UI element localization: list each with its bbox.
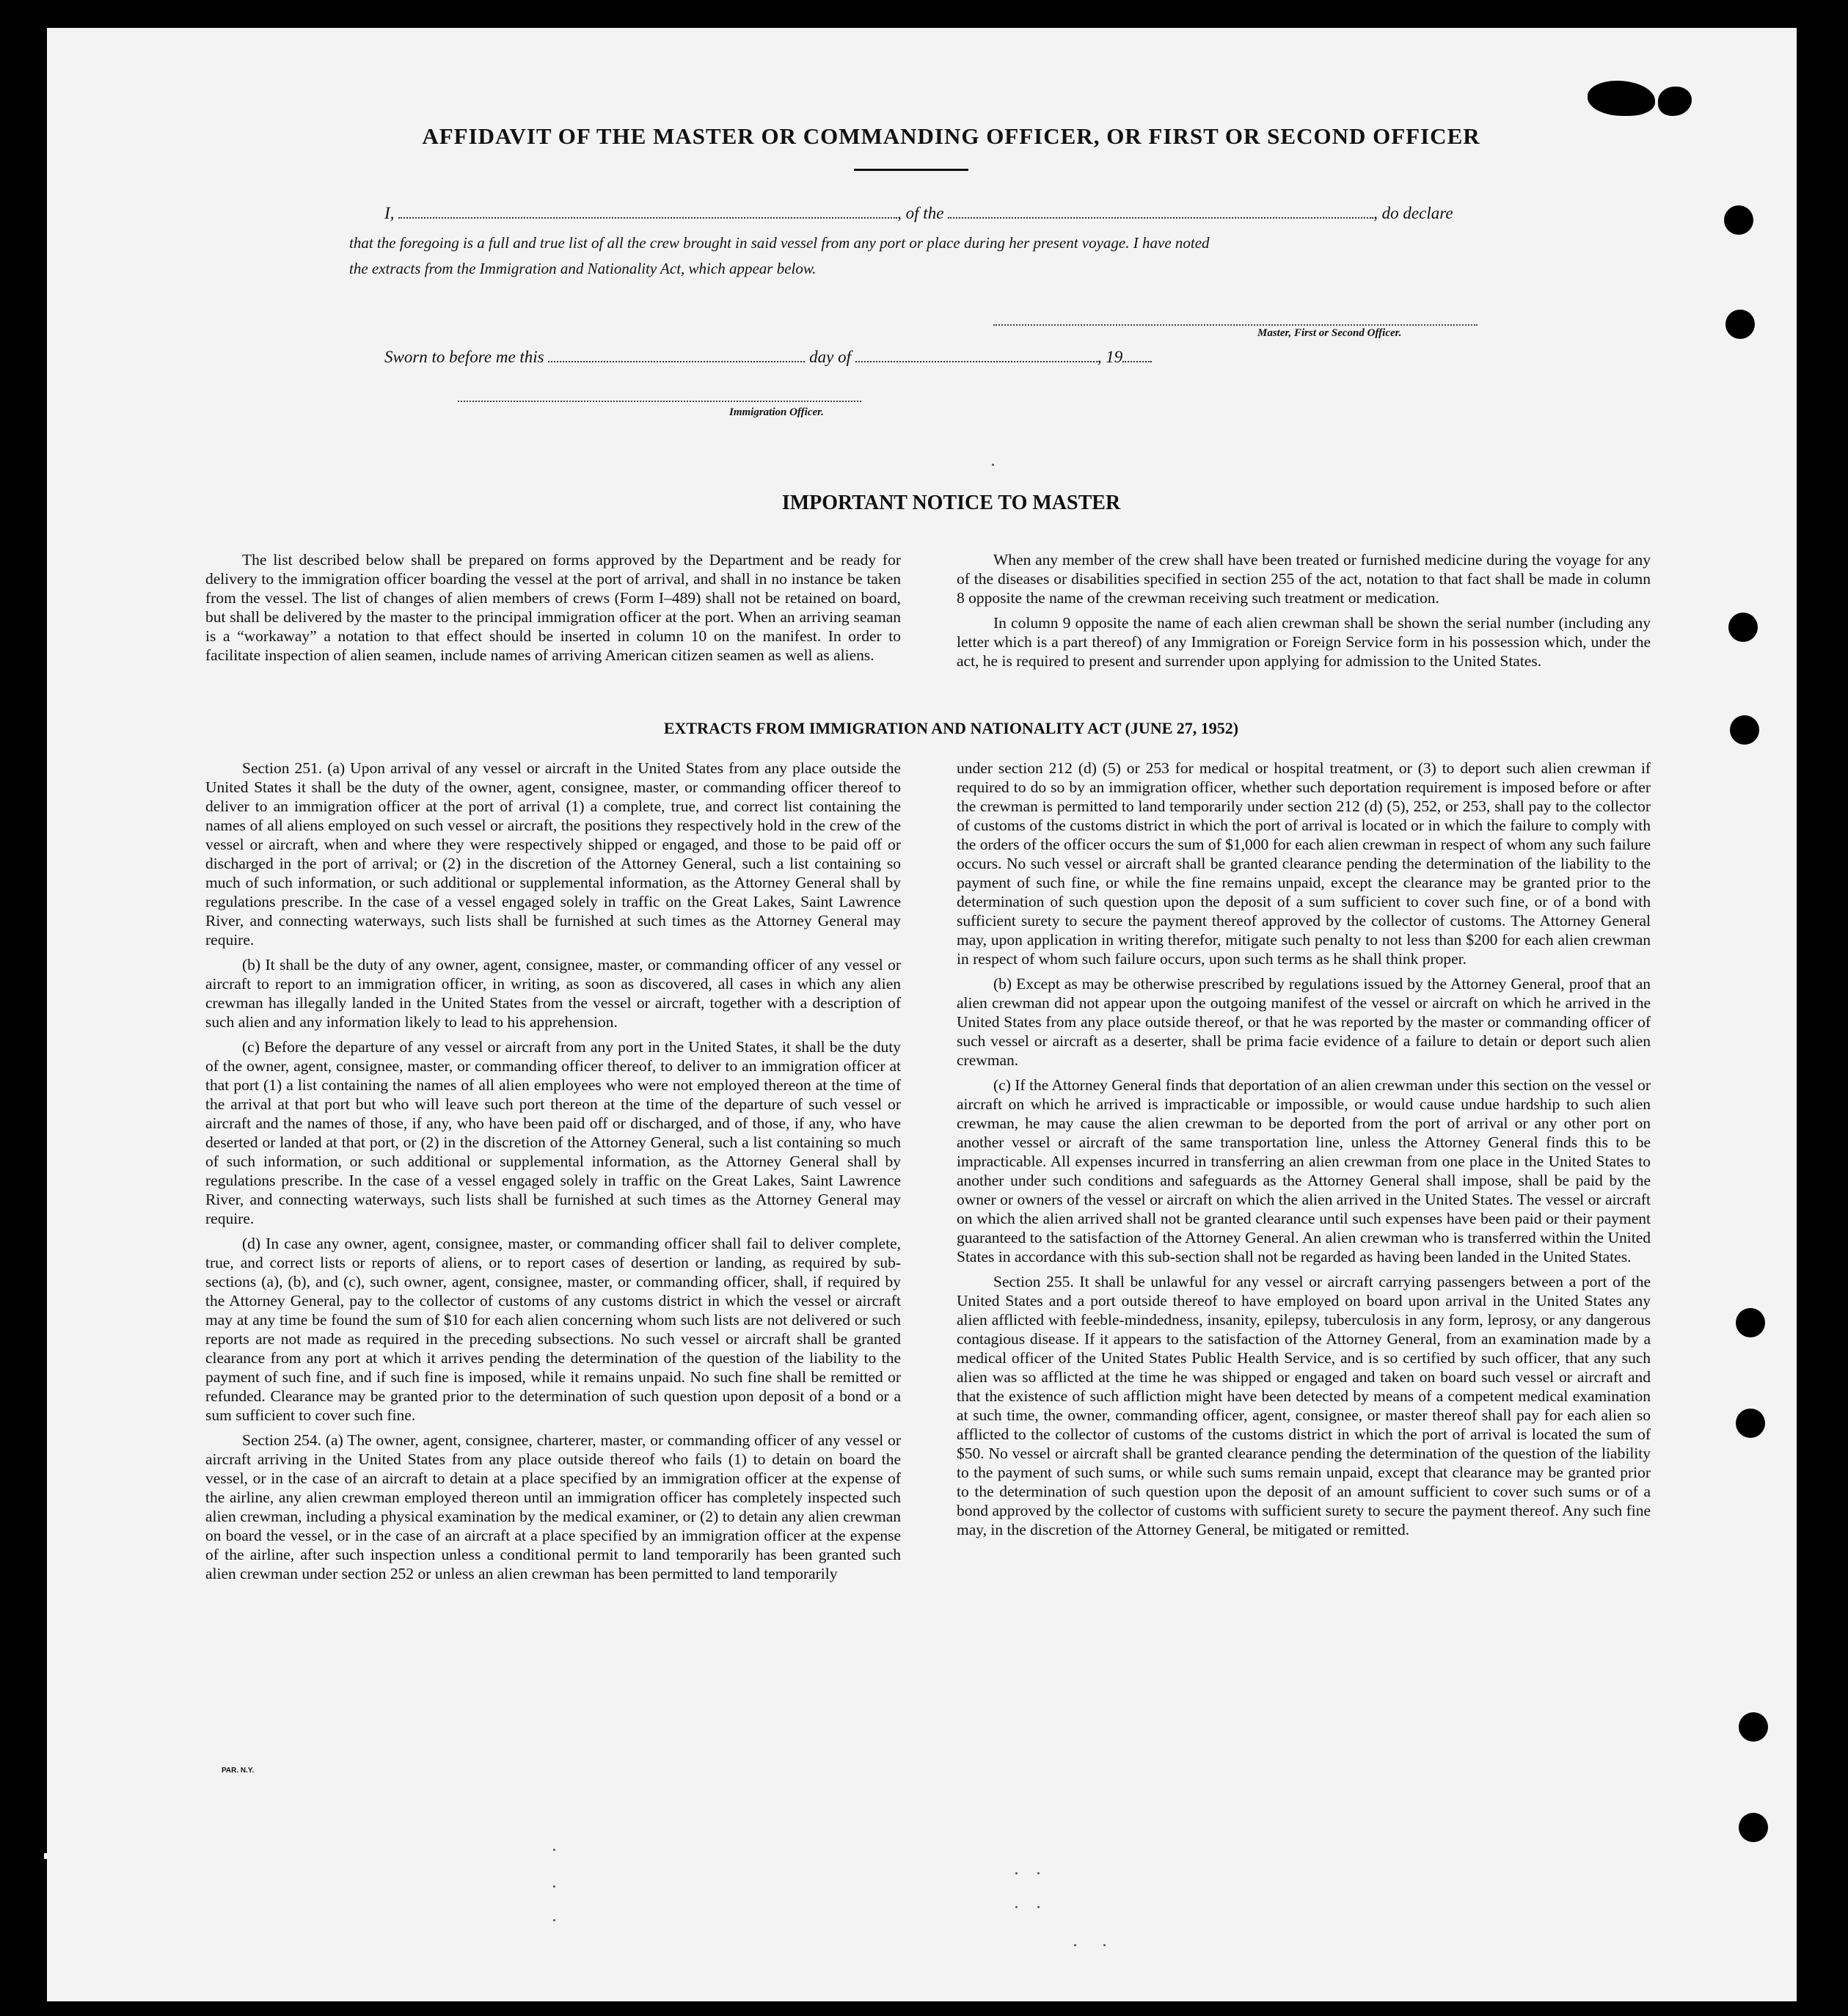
- officer-signature-label: Immigration Officer.: [729, 406, 824, 418]
- extracts-title: EXTRACTS FROM IMMIGRATION AND NATIONALITY ACT (JUNE 27, 1952): [663, 719, 1239, 737]
- notice-right-column: [957, 550, 1651, 676]
- section-paragraph: (b) Except as may be otherwise prescribed by regulations issued by the Attorney General, proof that an alien crewman did not appear upon the outgoing manifest of the vessel or aircraft on which he arrived in the United States from any place outside thereof, or that he was reported by the master or commanding officer of such vessel or aircraft as a deserter, shall be prima facie evidence of a failure to detain or deport such alien crewman.: [957, 975, 1651, 1069]
- sworn-month-field[interactable]: [855, 357, 1098, 362]
- section-paragraph: Section 254. (a) The owner, agent, consignee, charterer, master, or commanding officer of any vessel or aircraft arriving in the United States from any place outside thereof who fails (1) to detain on board the vessel, or in the case of an aircraft to detain at a place specified by an immigration officer at the expense of the airline, any alien crewman employed thereon until an immigration officer has completely inspected such alien crewman, including a physical examination by the medical examiner, or (2) to detain any alien crewman on board the vessel, or in the case of an aircraft at a place specified by an immigration officer at the expense of the airline, after such inspection unless a conditional permit to land temporarily has been granted such alien crewman under section 252 or unless an alien crewman has been permitted to land temporarily: [205, 1431, 901, 1582]
- sworn-year-field[interactable]: [1122, 357, 1152, 362]
- master-signature-label: Master, First or Second Officer.: [1257, 327, 1402, 339]
- section-paragraph: (c) Before the departure of any vessel or aircraft from any port in the United States, it shall be the duty of the owner, agent, consignee, master, or commanding officer thereof, to deliver to an immigration officer at that port (1) a list containing the names of all alien employees who were not employed thereon at the time of the arrival at that port but who will leave such port thereon at the time of the departure of such vessel or aircraft and the names of those, if any, who have been paid off or discharged, and of those, if any, who have deserted or landed at that port, or (2) in the discretion of the Attorney General, such a list containing so much of such information, or such additional or supplemental information, as the Attorney General shall by regulations prescribe. In the case of a vessel engaged solely in traffic on the Great Lakes, Saint Lawrence River, and connecting waterways, such lists shall be furnished at such times as the Attorney General may require.: [205, 1038, 901, 1227]
- title-rule: [854, 169, 968, 171]
- punch-hole: [1736, 1308, 1765, 1337]
- ink-blot: [1658, 87, 1692, 116]
- extracts-left-column: [205, 759, 901, 1589]
- sworn-line: [384, 348, 1265, 367]
- notice-paragraph: When any member of the crew shall have been treated or furnished medicine during the voyage for any of the diseases or disabilities specified in section 255 of the act, notation to that fact shall be made in column 8 opposite the name of the crewman receiving such treatment or medication.: [957, 551, 1651, 607]
- scan-speck: [553, 1849, 555, 1851]
- scan-speck: [1015, 1872, 1018, 1874]
- section-paragraph: (b) It shall be the duty of any owner, agent, consignee, master, or commanding officer of any vessel or aircraft to report to an immigration officer, in writing, as soon as discovered, all cases in which any alien crewman has illegally landed in the United States from the vessel or aircraft, together with a description of such alien and any information likely to lead to his apprehension.: [205, 956, 901, 1031]
- officer-signature-line[interactable]: [458, 401, 861, 402]
- notice-left-column: [205, 550, 901, 671]
- scan-speck: [1074, 1944, 1076, 1946]
- scan-speck: [1103, 1944, 1106, 1946]
- scan-speck: [553, 1919, 555, 1921]
- scan-speck: [1037, 1872, 1040, 1874]
- scan-speck: [992, 464, 994, 466]
- punch-hole: [1724, 205, 1753, 235]
- section-paragraph: (d) In case any owner, agent, consignee, master, or commanding officer shall fail to deliver complete, true, and correct lists or reports of aliens, or to report cases of desertion or landing, as required by sub-sections (a), (b), and (c), such owner, agent, consignee, master, or commanding officer, shall, if required by the Attorney General, pay to the collector of customs of any customs district in which the vessel or aircraft may at any time be found the sum of $10 for each alien concerning whom such lists are not delivered or such reports are not made as required in the preceding subsections. No such vessel or aircraft shall be granted clearance from any port at which it arrives pending the determination of the question of the liability to the payment of such fine, and if such fine is imposed, while it remains unpaid. No such fine shall be remitted or refunded. Clearance may be granted prior to the determination of such question upon deposit of a bond or a sum sufficient to cover such fine.: [205, 1235, 901, 1424]
- year-label: , 19: [1097, 348, 1123, 366]
- day-of-label: day of: [809, 348, 851, 366]
- declaration-line-1: that the foregoing is a full and true list of all the crew brought in said vessel from any port or place during her present voyage. I have noted: [349, 234, 1210, 252]
- edge-mark: [44, 1853, 50, 1859]
- sworn-label: Sworn to before me this: [384, 348, 544, 366]
- section-paragraph: Section 251. (a) Upon arrival of any vessel or aircraft in the United States from any place outside the United States it shall be the duty of the owner, agent, consignee, master, or commanding officer thereof to deliver to an immigration officer at the port of arrival (1) a complete, true, and correct list containing the names of all aliens employed on such vessel or aircraft, the positions they respectively hold in the crew of the vessel or aircraft, when and where they were respectively shipped or engaged, and those to be paid off or discharged in the port of arrival; or (2) in the discretion of the Attorney General, such a list containing so much of such information, or such additional or supplemental information, as the Attorney General shall by regulations prescribe. In the case of a vessel engaged solely in traffic on the Great Lakes, Saint Lawrence River, and connecting waterways, such lists shall be furnished at such times as the Attorney General may require.: [205, 759, 901, 949]
- printer-mark: PAR. N.Y.: [222, 1767, 255, 1775]
- section-paragraph: under section 212 (d) (5) or 253 for medical or hospital treatment, or (3) to deport such alien crewman if required to do so by an immigration officer, whether such deportation requirement is imposed before or after the crewman is permitted to land temporarily under section 212 (d) (5), 252, or 253, shall pay to the collector of customs of the customs district in which the port of arrival is located or in which the failure to comply with the orders of the officer occurs the sum of $1,000 for each alien crewman in respect of whom any such failure occurs. No such vessel or aircraft shall be granted clearance pending the determination of the liability to the payment of such fine, or while the fine remains unpaid, except the clearance may be granted prior to the determination of such question upon the deposit of a sum sufficient to cover such fine, or of a bond with sufficient surety to secure the payment thereof approved by the collector of customs. The Attorney General may, upon application in writing therefor, mitigate such penalty to not less than $200 for each alien crewman in respect of whom such failure occurs, upon such terms as he shall think proper.: [957, 759, 1651, 968]
- notice-title: IMPORTANT NOTICE TO MASTER: [781, 492, 1121, 514]
- section-paragraph: (c) If the Attorney General finds that deportation of an alien crewman under this section on the vessel or aircraft on which he arrived is impracticable or impossible, or would cause undue hardship to such alien crewman, he may cause the alien crewman to be deported from the port of arrival or any other port on another vessel or aircraft of the same transportation line, unless the Attorney General finds this to be impracticable. All expenses incurred in transferring an alien crewman from one place in the United States to another under such conditions and safeguards as the Attorney General shall impose, shall be paid by the owner or owners of the vessel or aircraft on which the alien arrived in the United States. The vessel or aircraft on which the alien arrived shall not be granted clearance until such expenses have been paid or their payment guaranteed to the satisfaction of the Attorney General. An alien crewman who is transferred within the United States in accordance with this sub-section shall not be regarded as having been landed in the United States.: [957, 1076, 1651, 1266]
- punch-hole: [1739, 1712, 1768, 1742]
- sworn-day-field[interactable]: [548, 357, 805, 362]
- punch-hole: [1728, 613, 1758, 642]
- do-declare-label: , do declare: [1373, 204, 1453, 222]
- extracts-right-column: [957, 759, 1651, 1545]
- document-page: [47, 28, 1797, 2001]
- declaration-fill-line: [384, 204, 1544, 223]
- name-field[interactable]: [398, 213, 897, 219]
- i-label: I,: [384, 204, 395, 222]
- punch-hole: [1739, 1813, 1768, 1842]
- punch-hole: [1736, 1409, 1765, 1438]
- notice-paragraph: In column 9 opposite the name of each alien crewman shall be shown the serial number (including any letter which is a part thereof) of any Immigration or Foreign Service form in his possession which, under the act, he is required to present and surrender upon applying for admission to the United States.: [957, 614, 1651, 670]
- scan-speck: [1037, 1906, 1040, 1908]
- vessel-field[interactable]: [948, 213, 1373, 219]
- notice-paragraph: The list described below shall be prepared on forms approved by the Department and be ready for delivery to the immigration officer boarding the vessel at the port of arrival, and shall in no instance be taken from the vessel. The list of changes of alien members of crews (Form I–489) shall not be retained on board, but shall be delivered by the master to the principal immigration officer at the port. When an arriving seaman is a “workaway” a notation to that effect should be inserted in column 10 on the manifest. In order to facilitate inspection of alien seamen, include names of arriving American citizen seamen as well as aliens.: [205, 551, 901, 664]
- affidavit-title: AFFIDAVIT OF THE MASTER OR COMMANDING OFFICER, OR FIRST OR SECOND OFFICER: [422, 123, 1480, 149]
- of-the-label: , of the: [897, 204, 944, 222]
- scan-speck: [1015, 1906, 1018, 1908]
- punch-hole: [1725, 310, 1755, 339]
- section-paragraph: Section 255. It shall be unlawful for any vessel or aircraft carrying passengers between a port of the United States and a port outside thereof to have employed on board upon arrival in the United States any alien afflicted with feeble-mindedness, insanity, epilepsy, tuberculosis in any form, leprosy, or any dangerous contagious disease. If it appears to the satisfaction of the Attorney General, from an examination made by a medical officer of the United States Public Health Service, and is so certified by such officer, that any such alien was so afflicted at the time he was shipped or engaged and taken on board such vessel or aircraft and that the existence of such affliction might have been detected by means of a competent medical examination at such time, the owner, commanding officer, agent, consignee, or master thereof shall pay for each alien so afflicted to the collector of customs of the customs district in which the port of arrival is located the sum of $50. No vessel or aircraft shall be granted clearance pending the determination of the question of the liability to the payment of such sums, or while such sums remain unpaid, except that clearance may be granted prior to the determination of such question upon the deposit of an amount sufficient to cover such sums or of a bond approved by the collector of customs with sufficient surety to secure the payment thereof. Any such fine may, in the discretion of the Attorney General, be mitigated or remitted.: [957, 1273, 1651, 1538]
- scan-speck: [553, 1885, 555, 1888]
- declaration-line-2: the extracts from the Immigration and Nationality Act, which appear below.: [349, 260, 817, 277]
- ink-blot: [1588, 81, 1655, 116]
- master-signature-line[interactable]: [993, 324, 1478, 326]
